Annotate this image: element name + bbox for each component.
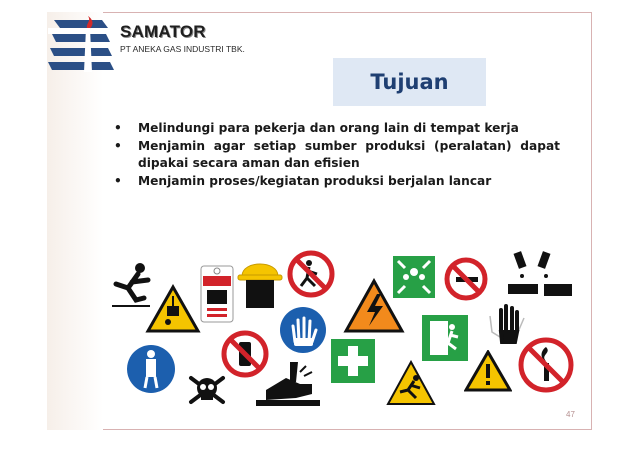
list-item bbox=[114, 173, 560, 191]
danger-tag-icon bbox=[199, 262, 235, 324]
no-open-flame-icon bbox=[518, 337, 574, 393]
bullet-list bbox=[114, 120, 560, 190]
electric-hazard-icon bbox=[343, 278, 405, 334]
general-warning-icon bbox=[464, 350, 512, 392]
wear-harness-icon bbox=[126, 344, 176, 394]
no-smoking-icon bbox=[444, 257, 488, 301]
bullet-text: Menjamin agar setiap sumber produksi (peralatan) dapat dipakai secara aman dan efisien bbox=[138, 138, 560, 170]
hand-crush-icon bbox=[256, 360, 320, 414]
wear-gloves-icon bbox=[279, 306, 327, 354]
list-item bbox=[114, 138, 560, 173]
emergency-exit-icon bbox=[422, 315, 468, 361]
first-aid-icon bbox=[331, 339, 375, 383]
corrosive-icon bbox=[506, 250, 576, 304]
list-item bbox=[114, 120, 560, 138]
bullet-text: Melindungi para pekerja dan orang lain di tempat kerja bbox=[138, 121, 519, 135]
samator-logo-icon bbox=[48, 14, 114, 78]
hard-hat-icon bbox=[236, 254, 284, 312]
no-pedestrian-icon bbox=[287, 250, 335, 298]
slide-title: Tujuan bbox=[370, 70, 449, 94]
falling-load-warning-icon bbox=[145, 284, 201, 334]
trip-hazard-icon bbox=[386, 360, 436, 408]
skull-toxic-icon bbox=[187, 370, 227, 410]
bullet-text: Menjamin proses/kegiatan produksi berjalan lancar bbox=[138, 173, 492, 188]
title-box bbox=[333, 58, 486, 106]
company-name: PT ANEKA GAS INDUSTRI TBK. bbox=[120, 44, 245, 54]
brand-name: SAMATOR bbox=[120, 22, 206, 41]
page-number: 47 bbox=[566, 410, 575, 419]
bullet-marker: • bbox=[114, 121, 122, 135]
bullet-marker: • bbox=[114, 138, 122, 153]
bullet-marker: • bbox=[114, 173, 122, 188]
